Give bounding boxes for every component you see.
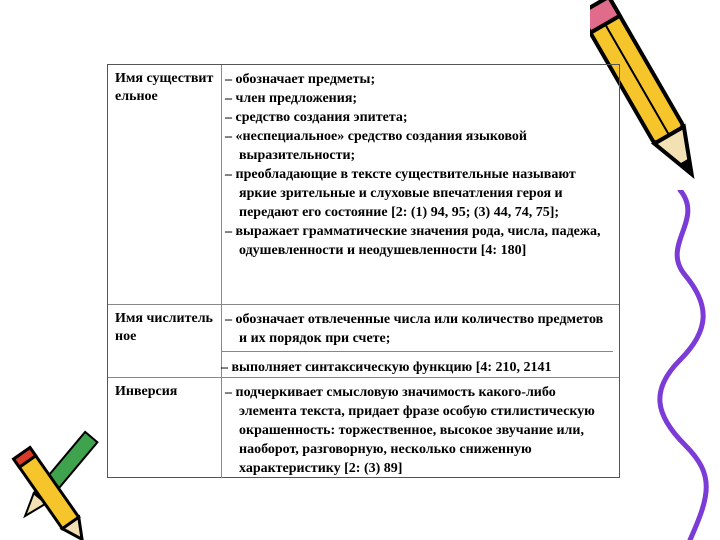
row-definitions xyxy=(225,383,613,478)
definition-item: – подчеркивает смысловую значимость какого-либо элемента текста, придает фразе особую стилистическую окрашенность: торжественное, высокое звучание или, наоборот, разговорную, несколько сниженную характеристику [2: (3) 89] xyxy=(225,385,595,476)
definition-item: – «неспециальное» средство создания языковой выразительности; xyxy=(225,129,527,163)
definition-item: – средство создания эпитета; xyxy=(225,110,408,125)
column-divider xyxy=(221,65,222,304)
definition-item: – преобладающие в тексте существительные называют яркие зрительные и слуховые впечатления героя и передают его состояние [2: (1) 94, 95; (3) 44, 74, 75]; xyxy=(225,167,576,220)
row-definitions xyxy=(225,70,613,260)
pencils-icon xyxy=(0,430,110,540)
table-row xyxy=(108,305,619,378)
table-row xyxy=(108,65,619,305)
row-term: Инверсия xyxy=(115,384,178,399)
definition-item: – обозначает предметы; xyxy=(225,72,376,87)
comparison-table xyxy=(107,64,620,478)
row-term: Имя числительное xyxy=(115,311,213,344)
definition-item: – выражает грамматические значения рода, числа, падежа, одушевленности и неодушевленности [4: 180] xyxy=(225,224,601,258)
definition-item: – обозначает отвлеченные числа или количество предметов и их порядок при счете; xyxy=(225,312,604,346)
table-row xyxy=(108,378,619,478)
definition-item: – член предложения; xyxy=(225,91,358,106)
row-term: Имя существительное xyxy=(115,71,214,104)
row-definitions xyxy=(221,310,613,377)
column-divider xyxy=(221,378,222,478)
wave-decoration xyxy=(650,190,720,540)
definition-item: – выполняет синтаксическую функцию [4: 210, 2141 xyxy=(221,351,613,377)
